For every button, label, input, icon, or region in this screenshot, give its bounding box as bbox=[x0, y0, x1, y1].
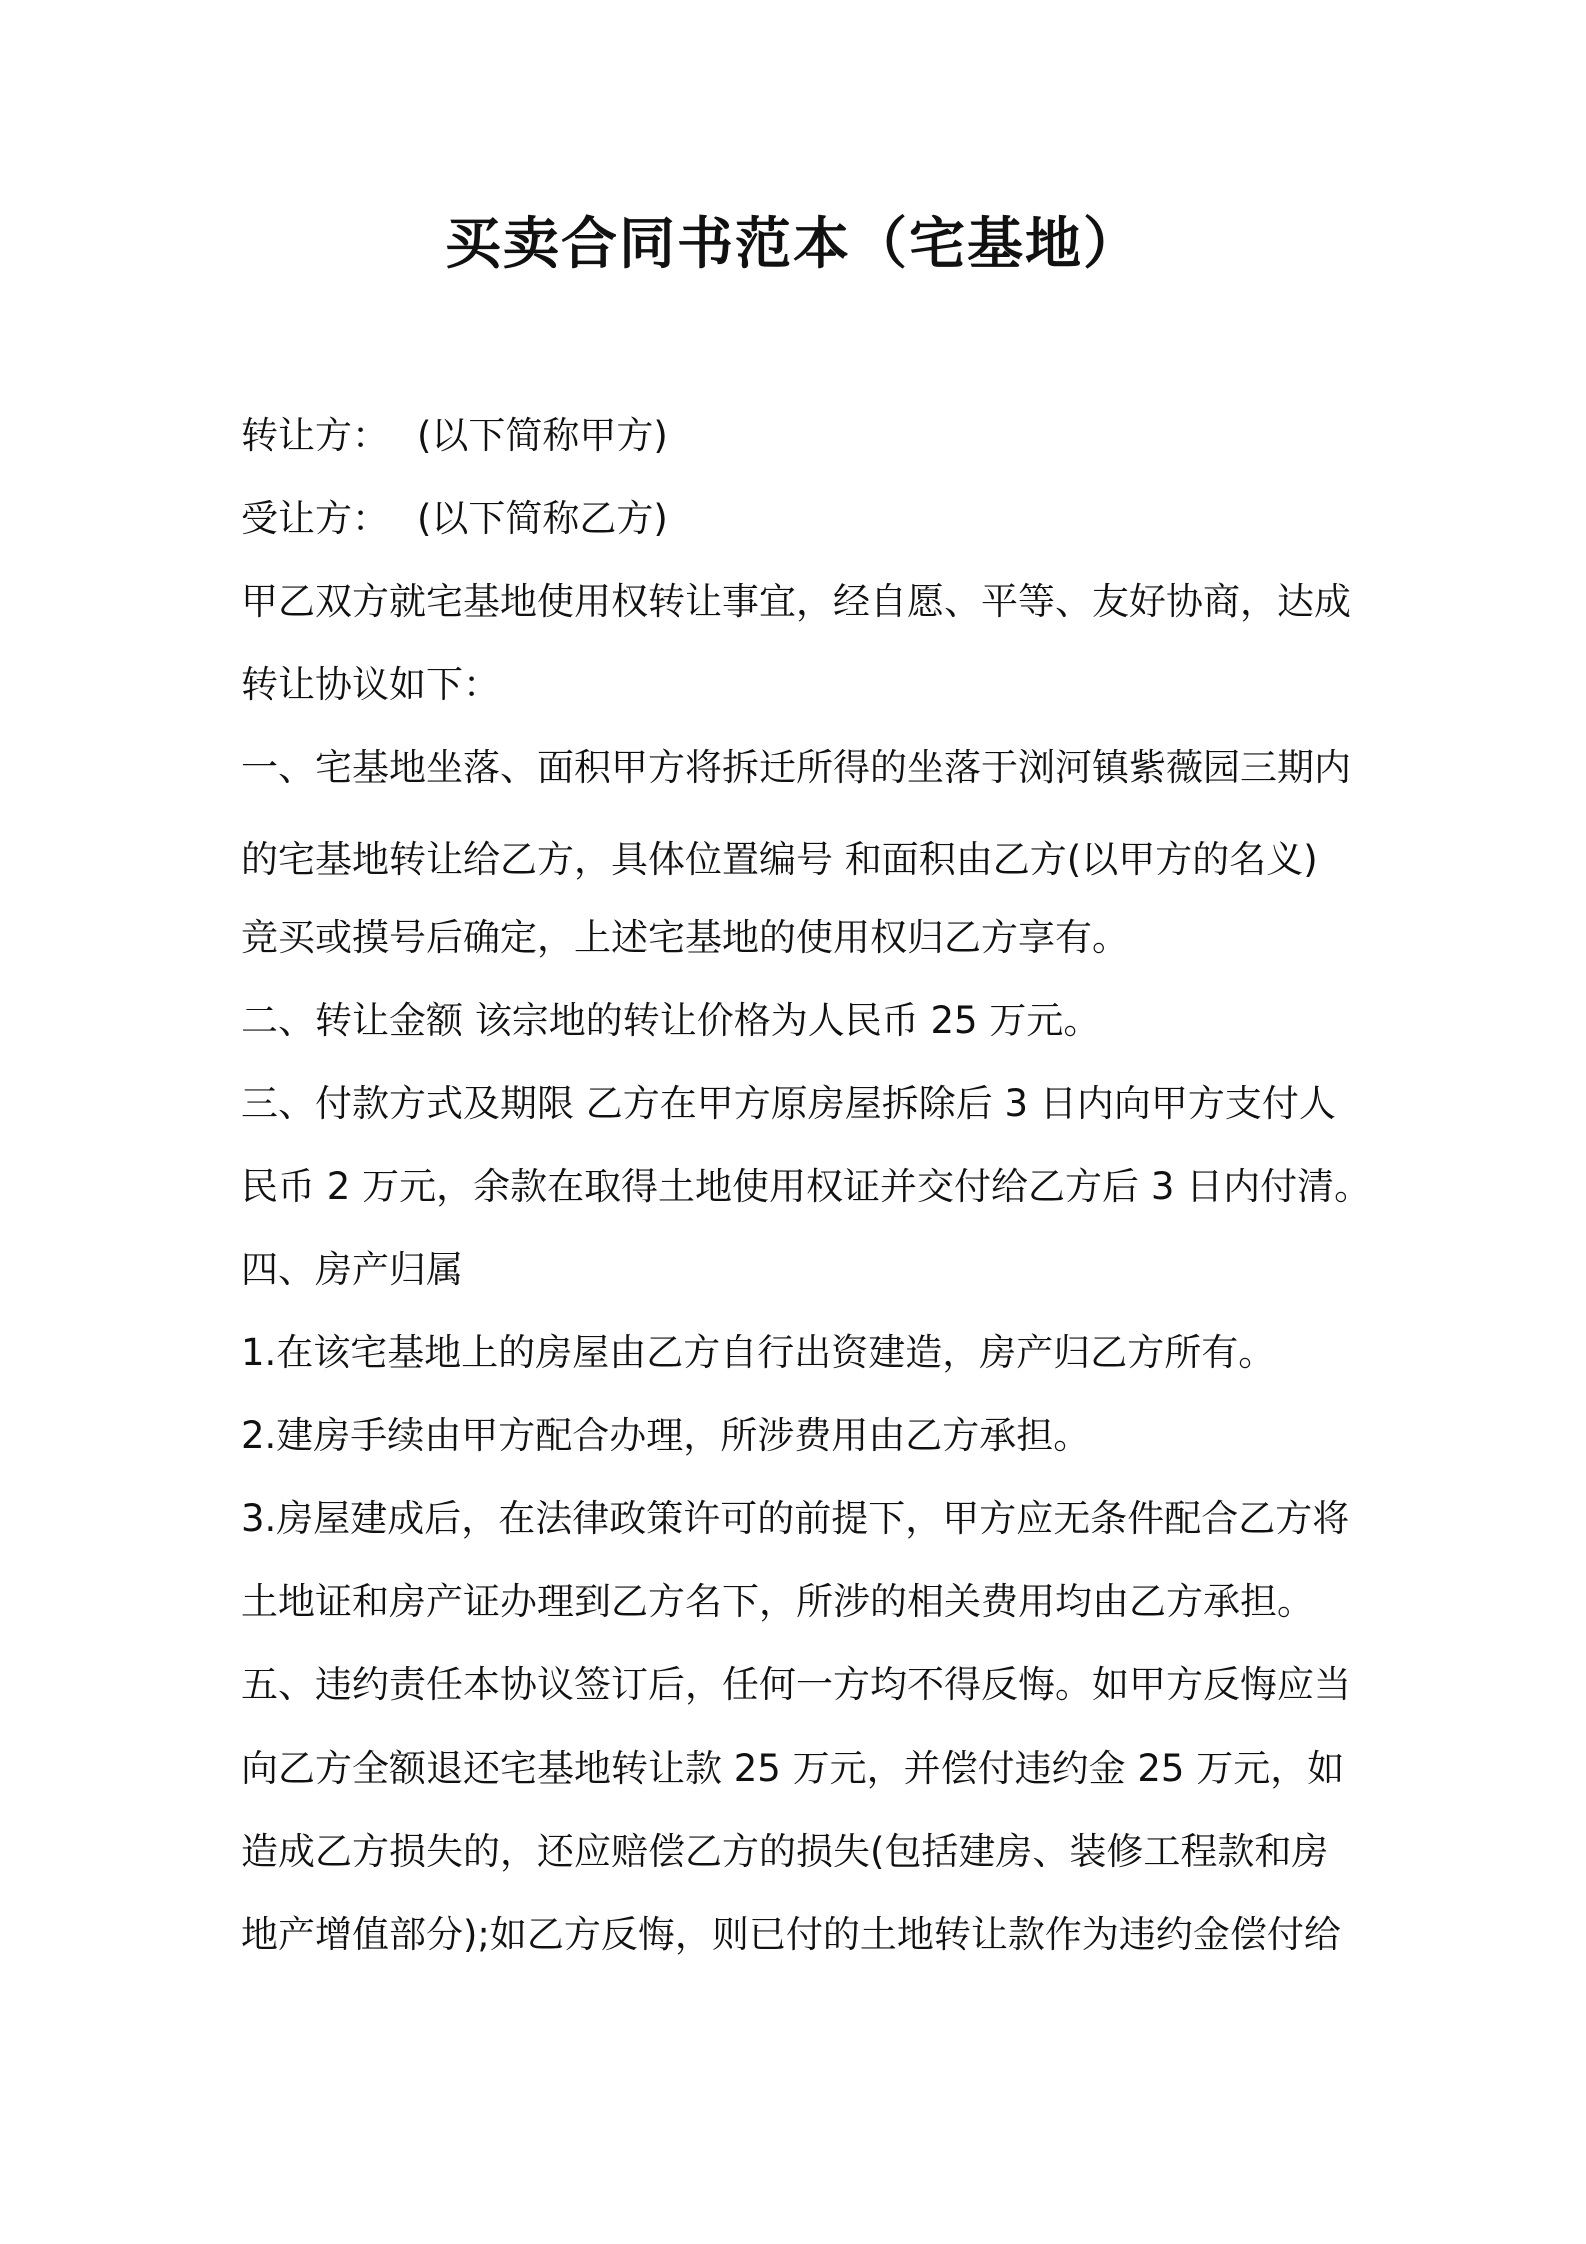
body-line: 土地证和房产证办理到乙方名下，所涉的相关费用均由乙方承担。 bbox=[241, 1580, 1314, 1623]
body-line: 3.房屋建成后，在法律政策许可的前提下，甲方应无条件配合乙方将 bbox=[241, 1497, 1350, 1540]
body-line: 民币 2 万元，余款在取得土地使用权证并交付给乙方后 3 日内付清。 bbox=[241, 1165, 1372, 1208]
body-line: 地产增值部分);如乙方反悔，则已付的土地转让款作为违约金偿付给 bbox=[241, 1913, 1341, 1956]
transferor-note: (以下简称甲方) bbox=[417, 414, 668, 457]
transferor-label: 转让方： bbox=[241, 414, 389, 457]
body-line: 的宅基地转让给乙方，具体位置编号 和面积由乙方(以甲方的名义) bbox=[241, 838, 1318, 881]
body-line: 造成乙方损失的，还应赔偿乙方的损失(包括建房、装修工程款和房 bbox=[241, 1830, 1329, 1873]
body-line: 三、付款方式及期限 乙方在甲方原房屋拆除后 3 日内向甲方支付人 bbox=[241, 1082, 1336, 1125]
body-line: 向乙方全额退还宅基地转让款 25 万元，并偿付违约金 25 万元，如 bbox=[241, 1747, 1345, 1790]
body-line: 竞买或摸号后确定，上述宅基地的使用权归乙方享有。 bbox=[241, 916, 1129, 959]
document-title: 买卖合同书范本（宅基地） bbox=[445, 212, 1141, 277]
body-line: 甲乙双方就宅基地使用权转让事宜，经自愿、平等、友好协商，达成 bbox=[241, 580, 1351, 623]
transferor-line bbox=[241, 408, 668, 464]
body-line: 1.在该宅基地上的房屋由乙方自行出资建造，房产归乙方所有。 bbox=[241, 1331, 1276, 1374]
body-line: 2.建房手续由甲方配合办理，所涉费用由乙方承担。 bbox=[241, 1414, 1091, 1457]
transferee-note: (以下简称乙方) bbox=[417, 497, 668, 540]
body-line: 一、宅基地坐落、面积甲方将拆迁所得的坐落于浏河镇紫薇园三期内 bbox=[241, 746, 1351, 789]
body-line: 转让协议如下： bbox=[241, 663, 500, 706]
transferee-label: 受让方： bbox=[241, 497, 389, 540]
body-line: 五、违约责任本协议签订后，任何一方均不得反悔。如甲方反悔应当 bbox=[241, 1663, 1351, 1706]
transferee-line bbox=[241, 491, 668, 547]
body-line: 二、转让金额 该宗地的转让价格为人民币 25 万元。 bbox=[241, 999, 1101, 1042]
body-line: 四、房产归属 bbox=[241, 1248, 463, 1291]
